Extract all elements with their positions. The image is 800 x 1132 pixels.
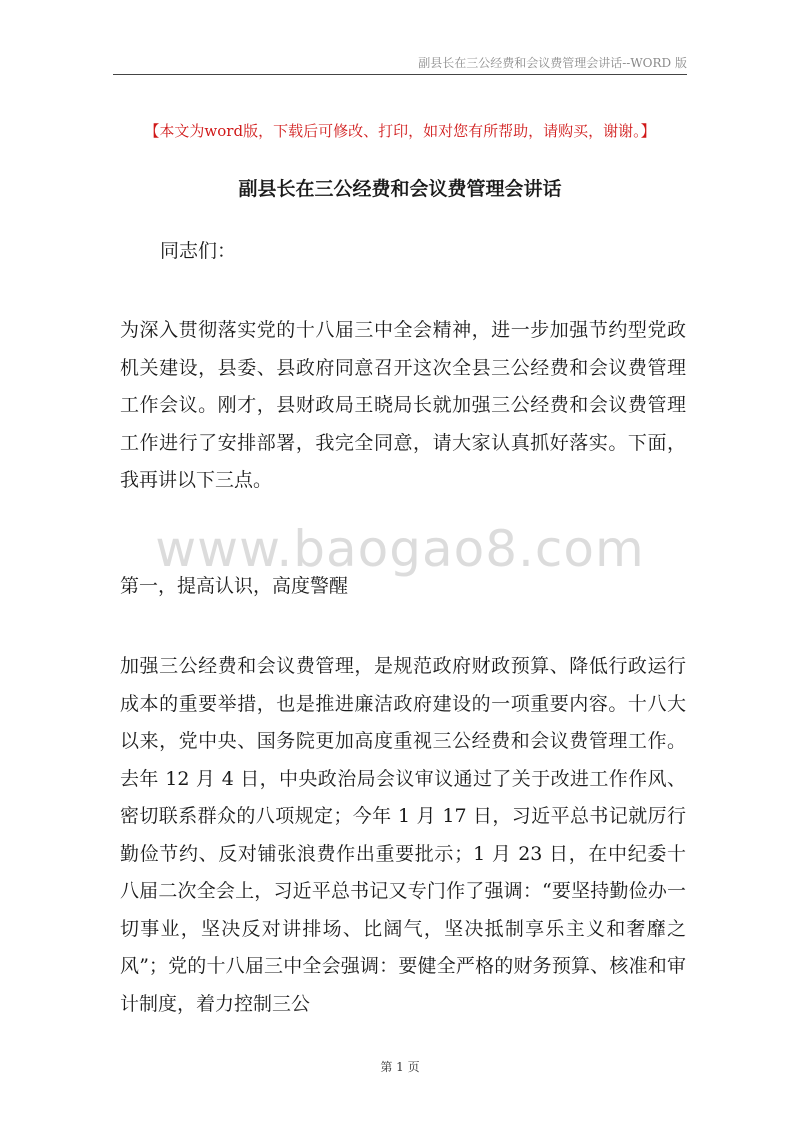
page-number: 第 1 页 xyxy=(380,1060,420,1074)
paragraph-intro: 为深入贯彻落实党的十八届三中全会精神，进一步加强节约型党政机关建设，县委、县政府同意召开这次全县三公经费和会议费管理工作会议。刚才，县财政局王晓局长就加强三公经费和会议费管理工作进行了安排部署，我完全同意，请大家认真抓好落实。下面，我再讲以下三点。 xyxy=(120,319,686,491)
document-title: 副县长在三公经费和会议费管理会讲话 xyxy=(238,178,562,200)
header-divider xyxy=(113,74,687,75)
watermark: www.baogao8.com xyxy=(155,520,645,578)
running-header: 副县长在三公经费和会议费管理会讲话--WORD 版 xyxy=(418,56,687,70)
download-notice: 【本文为word版，下载后可修改、打印，如对您有所帮助，请购买，谢谢。】 xyxy=(144,122,656,140)
salutation: 同志们： xyxy=(160,240,237,262)
paragraph-body: 加强三公经费和会议费管理，是规范政府财政预算、降低行政运行成本的重要举措，也是推进廉洁政府建设的一项重要内容。十八大以来，党中央、国务院更加高度重视三公经费和会议费管理工作。去年 12 月 4 日，中央政治局会议审议通过了关于改进工作作风、密切联系群众的八项规定；今年 1 月 17 日，习近平总书记就厉行勤俭节约、反对铺张浪费作出重要批示；1 月 23 日，在中纪委十八届二次全会上，习近平总书记又专门作了强调：“要坚持勤俭办一切事业，坚决反对讲排场、比阔气，坚决抵制享乐主义和奢靡之风”；党的十八届三中全会强调：要健全严格的财务预算、核准和审计制度，着力控制三公 xyxy=(120,655,686,1015)
section-heading-1: 第一，提高认识，高度警醒 xyxy=(120,575,349,597)
